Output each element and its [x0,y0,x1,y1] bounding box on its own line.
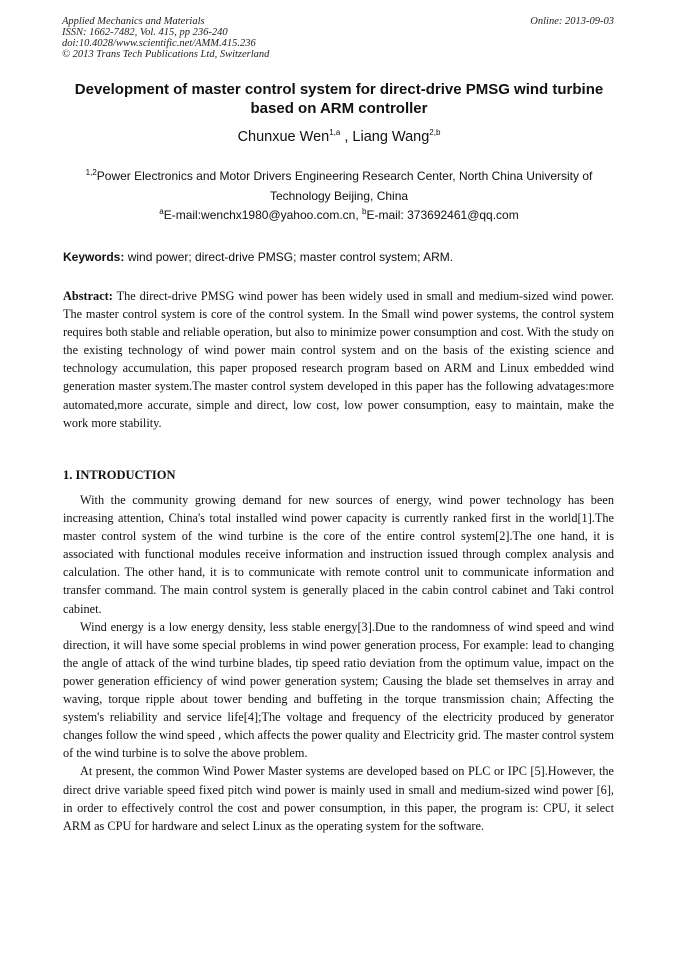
email-superscript: a [159,207,164,216]
paragraph: With the community growing demand for new sources of energy, wind power technology has been increasing attention, China's total installed wind power capacity is currently ranked first in the world[1].The master control system of the wind turbine is the core of the entire control system[2].The one hand, it is associated with functional modules receive information and instruction issued through complex analysis and calculation. The other hand, it is to communicate with remote control unit to communicate information and transfer command. The main control system is generally placed in the cabin control cabinet and Taki control cabinet. [63,493,614,616]
keywords [63,249,615,265]
paragraph: At present, the common Wind Power Master systems are developed based on PLC or IPC [5].However, the direct drive variable speed fixed pitch wind power is mainly used in small and medium-sized wind power [6], in order to effectively control the cost and power consumption, in this paper, the program is: CPU, it select ARM as CPU for hardware and select Linux as the operating system for the software. [63,764,614,833]
abstract-label: Abstract: [63,289,113,303]
paper-title: Development of master control system for direct-drive PMSG wind turbine based on ARM controller [74,81,604,117]
author-name: Liang Wang [352,129,430,145]
author-separator: , [340,129,353,145]
affiliation-text: Power Electronics and Motor Drivers Engineering Research Center, North China University of Technology Beijing, China [96,169,593,203]
paragraph: Wind energy is a low energy density, less stable energy[3].Due to the randomness of wind speed and wind direction, it will have some special problems in wind power generation process, For example: lead to changing the angle of attack of the wind turbine blades, tip speed ratio deviation from the optimum value, impact on the power generation efficiency of wind power generation system; Causing the blade set themselves in array and waving, torque ripple about tower bending and buffeting in the torque transmission chain; Affecting the system's reliability and service life[4];The voltage and frequency of the electricity produced by generator changes follow the wind speed , which affects the power quality and Electricity grid. The master control system of the wind turbine is to solve the above problem. [63,619,614,761]
keywords-text: wind power; direct-drive PMSG; master control system; ARM. [124,250,454,264]
author-superscript: 2,b [429,128,441,138]
abstract-text: The direct-drive PMSG wind power has been widely used in small and medium-sized wind power. The master control system is core of the control system. In the Small wind power systems, the control system requires both stable and reliable operation, but also to minimize power consumption and cost. With the study on the existing technology of wind power main control system and on the basis of the existing science and technology accumulation, this paper proposed research program based on ARM and Linux embedded wind generation master system.The master control system developed in this paper has the following advatages:more automated,more accurate, simple and direct, low cost, low power consumption, easy to maintain, make the work more stability. [63,289,614,430]
copyright-line: © 2013 Trans Tech Publications Ltd, Switzerland [62,49,270,60]
keywords-label: Keywords: [63,250,125,264]
journal-name: Applied Mechanics and Materials [62,16,205,27]
affiliation [62,166,616,206]
issn-line: ISSN: 1662-7482, Vol. 415, pp 236-240 [62,27,228,38]
author-superscript: 1,a [329,128,341,138]
introduction-body [63,491,614,835]
doi-line: doi:10.4028/www.scientific.net/AMM.415.236 [62,38,256,49]
author-line [0,128,678,146]
section-heading: 1. INTRODUCTION [63,468,176,482]
email-line [0,207,678,223]
online-date: Online: 2013-09-03 [530,16,614,27]
email-superscript: b [362,207,367,216]
abstract [63,287,614,432]
email-b: E-mail: 373692461@qq.com [366,208,519,222]
affiliation-superscript: 1,2 [85,168,97,177]
author-name: Chunxue Wen [237,129,330,145]
journal-header [62,16,422,60]
email-a: E-mail:wenchx1980@yahoo.com.cn, [163,208,362,222]
